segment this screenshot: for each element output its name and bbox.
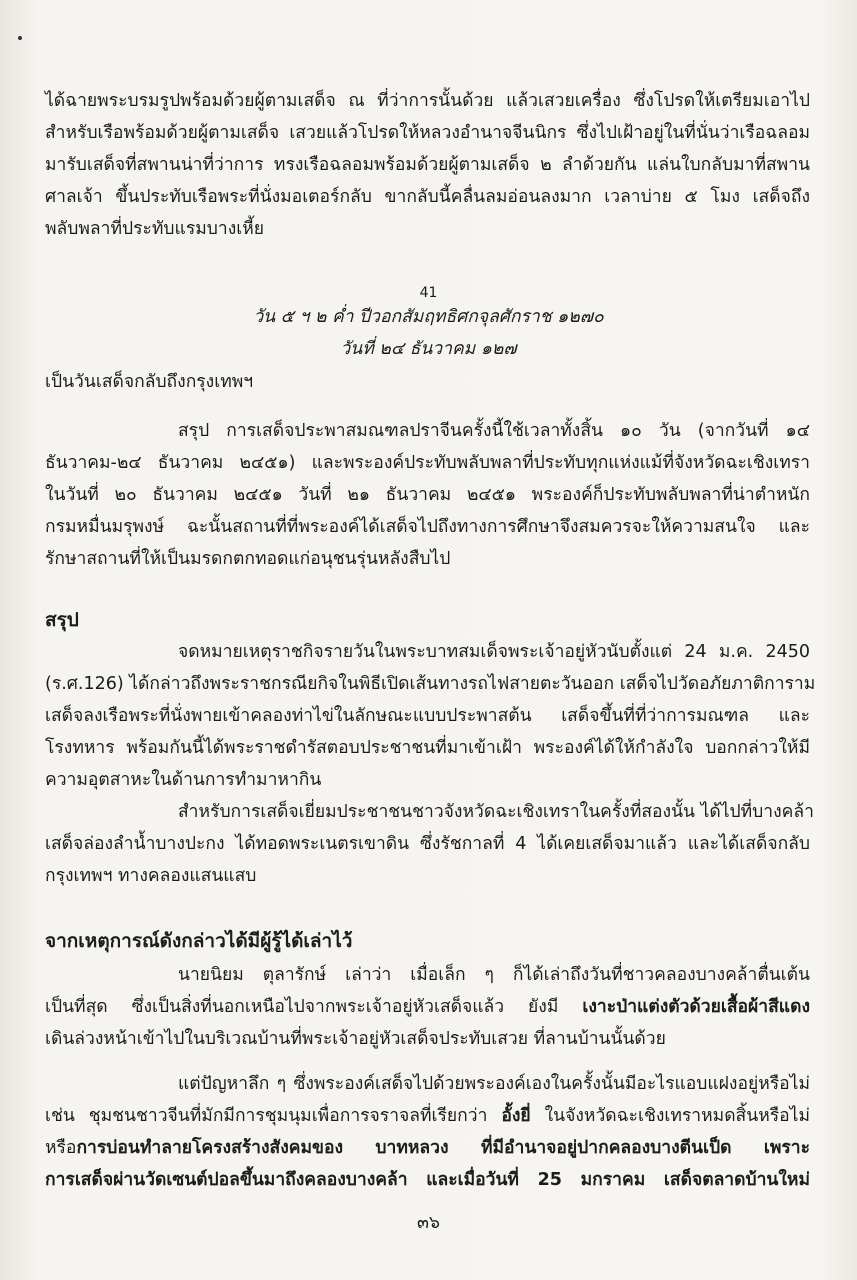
summary3-line-2: เสด็จล่องลำน้ำบางปะกง ได้ทอดพระเนตรเขาดิน ซึ่งรัชกาลที่ 4 ได้เคยเสด็จมาแล้ว และได้เสด็จกลับ	[45, 834, 810, 854]
summary-line-1: สรุป การเสด็จประพาสมณฑลปราจีนครั้งนี้ใช้เวลาทั้งสิ้น ๑๐ วัน (จากวันที่ ๑๔	[178, 421, 810, 441]
summary2-line-3: เสด็จลงเรือพระที่นั่งพายเข้าคลองท่าไข่ในลักษณะแบบประพาสต้น เสด็จขึ้นที่ที่ว่าการมณฑล และ	[45, 706, 810, 726]
witness-line-2-bold: เงาะป่าแต่งตัวด้วยเสื้อผ้าสีแดง	[582, 997, 810, 1017]
summary3-line-1: สำหรับการเสด็จเยี่ยมประชาชนชาวจังหวัดฉะเชิงเทราในครั้งที่สองนั้น ได้ไปที่บางคล้า	[178, 802, 814, 822]
summary-line-4: กรมหมื่นมรุพงษ์ ฉะนั้นสถานที่ที่พระองค์ได้เสด็จไปถึงทางการศึกษาจึงสมควรจะให้ความสนใจ และ	[45, 517, 810, 537]
problem-line-4	[45, 1169, 810, 1191]
summary-line-2: ธันวาคม-๒๔ ธันวาคม ๒๔๕๑) และพระองค์ประทับพลับพลาที่ประทับทุกแห่งแม้ที่จังหวัดฉะเชิงเทรา	[45, 453, 810, 473]
ink-mark	[18, 36, 22, 40]
heading-summary: สรุป	[45, 609, 79, 631]
summary2-line-5: ความอุตสาหะในด้านการทำมาหากิน	[45, 770, 322, 790]
problem-line-2-b: ในจังหวัดฉะเชิงเทราหมดสิ้นหรือไม่	[530, 1106, 810, 1126]
summary-line-3: ในวันที่ ๒๐ ธันวาคม ๒๔๕๑ วันที่ ๒๑ ธันวาคม ๒๔๕๑ พระองค์ก็ประทับพลับพลาที่น่าตำหนัก	[45, 485, 810, 505]
intro-line-3: มารับเสด็จที่สพานน่าที่ว่าการ ทรงเรือฉลอมพร้อมด้วยผู้ตามเสด็จ ๒ ลำด้วยกัน แล่นใบกลับมาที่สพาน	[45, 155, 810, 175]
witness-line-2-text: เป็นที่สุด ซึ่งเป็นสิ่งที่นอกเหนือไปจากพระเจ้าอยู่หัวเสด็จแล้ว ยังมี	[45, 997, 583, 1017]
intro-line-2: สำหรับเรือพร้อมด้วยผู้ตามเสด็จ เสวยแล้วโปรดให้หลวงอำนาจจีนนิกร ซึ่งไปเฝ้าอยู่ในที่นั่นว่าเรือฉลอม	[45, 123, 810, 143]
intro-line-4: ศาลเจ้า ขึ้นประทับเรือพระที่นั่งมอเตอร์กลับ ขากลับนี้คลื่นลมอ่อนลงมาก เวลาบ่าย ๕ โมง เสด็จถึง	[45, 187, 810, 207]
heading-witness: จากเหตุการณ์ดังกล่าวได้มีผู้รู้ได้เล่าไว้	[45, 930, 353, 952]
problem-line-3	[45, 1137, 810, 1159]
intro-line-1: ได้ฉายพระบรมรูปพร้อมด้วยผู้ตามเสด็จ ณ ที่ว่าการนั้นด้วย แล้วเสวยเครื่อง ซึ่งโปรดให้เตรียมเอาไป	[45, 91, 810, 111]
problem-line-3-a: หรือ	[45, 1138, 77, 1158]
witness-line-3: เดินล่วงหน้าเข้าไปในบริเวณบ้านที่พระเจ้าอยู่หัวเสด็จประทับเสวย ที่ลานบ้านนั้นด้วย	[45, 1029, 666, 1049]
summary-line-5: รักษาสถานที่ให้เป็นมรดกตกทอดแก่อนุชนรุ่นหลังสืบไป	[45, 549, 451, 569]
problem-line-4-bold: การเสด็จผ่านวัดเซนต์ปอลขึ้นมาถึงคลองบางคล้า และเมื่อวันที่ 25 มกราคม เสด็จตลาดบ้านใหม่	[45, 1170, 810, 1190]
page-number: ๓๖	[416, 1213, 441, 1233]
problem-line-3-bold: การบ่อนทำลายโครงสร้างสังคมของ บาทหลวง ที่มีอำนาจอยู่ปากคลองบางตีนเป็ด เพราะ	[76, 1138, 810, 1158]
summary2-line-1: จดหมายเหตุราชกิจรายวันในพระบาทสมเด็จพระเจ้าอยู่หัวนับตั้งแต่ 24 ม.ค. 2450	[178, 642, 810, 662]
summary2-line-4: โรงทหาร พร้อมกันนี้ได้พระราชดำรัสตอบประชาชนที่มาเข้าเฝ้า พระองค์ได้ให้กำลังใจ บอกกล่าวให้มี	[45, 738, 810, 758]
summary3-line-3: กรุงเทพฯ ทางคลองแสนแสบ	[45, 866, 257, 886]
intro-line-5: พลับพลาที่ประทับแรมบางเหี้ย	[45, 219, 265, 239]
date-line-lunar: วัน ๕ ฯ ๒ ค่ำ ปีวอกสัมฤทธิศกจุลศักราช ๑๒๗๐	[253, 307, 604, 327]
summary2-line-2: (ร.ศ.126) ได้กล่าวถึงพระราชกรณียกิจในพิธีเปิดเส้นทางรถไฟสายตะวันออก เสด็จไปวัดอภัยภาติการาม	[45, 674, 816, 694]
return-line: เป็นวันเสด็จกลับถึงกรุงเทพฯ	[45, 372, 254, 392]
witness-line-1: นายนิยม ตุลารักษ์ เล่าว่า เมื่อเล็ก ๆ ก็ได้เล่าถึงวันที่ชาวคลองบางคล้าตื่นเต้น	[178, 965, 810, 985]
date-line-solar: วันที่ ๒๔ ธันวาคม ๑๒๗	[340, 339, 517, 359]
problem-line-2-bold: อั้งยี่	[501, 1106, 531, 1126]
witness-line-2	[45, 996, 810, 1018]
problem-line-2-a: เช่น ชุมชนชาวจีนที่มักมีการชุมนุมเพื่อการจราจลที่เรียกว่า	[45, 1106, 502, 1126]
problem-line-1: แต่ปัญหาลึก ๆ ซึ่งพระองค์เสด็จไปด้วยพระองค์เองในครั้งนั้นมีอะไรแอบแฝงอยู่หรือไม่	[178, 1074, 810, 1094]
problem-line-2	[45, 1105, 810, 1127]
entry-number: 41	[419, 285, 438, 301]
